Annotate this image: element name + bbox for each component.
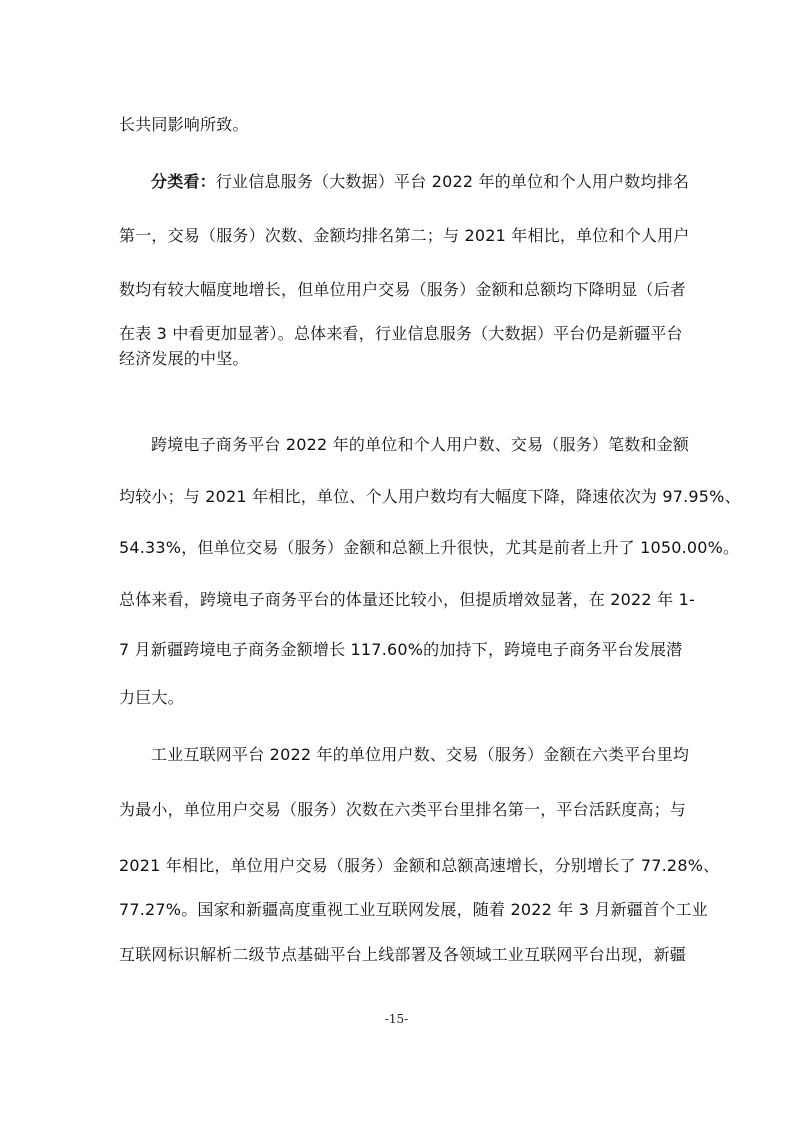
paragraph-line: 数均有较大幅度地增长，但单位用户交易（服务）金额和总额均下降明显（后者 <box>119 280 687 299</box>
paragraph-line: 力巨大。 <box>119 688 184 707</box>
paragraph-first-line <box>151 172 689 192</box>
paragraph-line: 经济发展的中坚。 <box>119 349 249 368</box>
paragraph-line: 2021 年相比，单位用户交易（服务）金额和总额高速增长，分别增长了 77.28%、 <box>119 856 720 875</box>
paragraph-line: 总体来看，跨境电子商务平台的体量还比较小，但提质增效显著，在 2022 年 1- <box>119 590 695 609</box>
paragraph-line: 第一，交易（服务）次数、金额均排名第二；与 2021 年相比，单位和个人用户 <box>119 226 690 245</box>
paragraph-line: 互联网标识解析二级节点基础平台上线部署及各领域工业互联网平台出现，新疆 <box>119 945 687 964</box>
paragraph-line: 54.33%，但单位交易（服务）金额和总额上升很快，尤其是前者上升了 1050.00%。 <box>119 538 740 557</box>
paragraph-line: 77.27%。国家和新疆高度重视工业互联网发展，随着 2022 年 3 月新疆首个工业 <box>119 900 708 919</box>
page-number: -15- <box>384 1012 409 1026</box>
section-lead-label: 分类看： <box>151 172 216 191</box>
paragraph-line: 长共同影响所致。 <box>119 115 249 134</box>
paragraph-line: 在表 3 中看更加显著）。总体来看，行业信息服务（大数据）平台仍是新疆平台 <box>119 324 683 343</box>
paragraph-line: 7 月新疆跨境电子商务金额增长 117.60%的加持下，跨境电子商务平台发展潜 <box>119 640 683 659</box>
paragraph-first-line: 工业互联网平台 2022 年的单位用户数、交易（服务）金额在六类平台里均 <box>151 745 690 764</box>
paragraph-text: 行业信息服务（大数据）平台 2022 年的单位和个人用户数均排名 <box>215 172 690 191</box>
paragraph-first-line: 跨境电子商务平台 2022 年的单位和个人用户数、交易（服务）笔数和金额 <box>151 435 690 454</box>
paragraph-line: 均较小；与 2021 年相比，单位、个人用户数均有大幅度下降，降速依次为 97.95%、 <box>119 487 741 506</box>
paragraph-line: 为最小，单位用户交易（服务）次数在六类平台里排名第一，平台活跃度高；与 <box>119 800 687 819</box>
